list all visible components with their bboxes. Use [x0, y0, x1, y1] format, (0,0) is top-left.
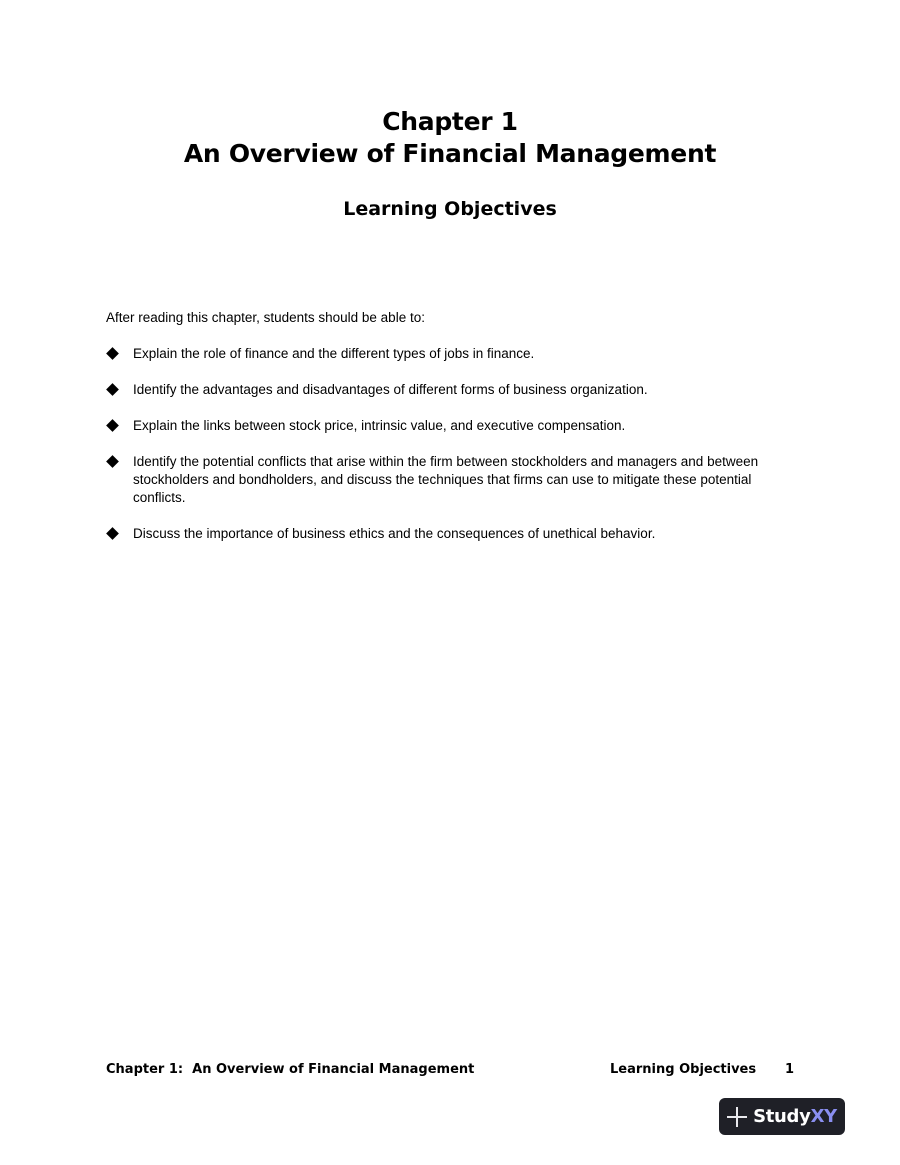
diamond-bullet-icon: [106, 383, 119, 396]
objective-text: Identify the potential conflicts that arise within the firm between stockholders and managers and between stockholders and bondholders, and discuss the techniques that firms can use to mitigate these potential conflicts.: [133, 454, 759, 505]
logo-text: [753, 1106, 837, 1127]
diamond-bullet-icon: [106, 347, 119, 360]
logo-text-accent: XY: [810, 1106, 837, 1127]
objective-text: Explain the links between stock price, intrinsic value, and executive compensation.: [133, 418, 626, 433]
objectives-list: [106, 345, 806, 561]
intro-text: After reading this chapter, students should be able to:: [106, 310, 425, 325]
page-number: 1: [785, 1062, 795, 1077]
plus-icon: [727, 1107, 747, 1127]
footer-section: Learning Objectives: [610, 1062, 757, 1077]
diamond-bullet-icon: [106, 419, 119, 432]
objective-text: Discuss the importance of business ethics and the consequences of unethical behavior.: [133, 526, 656, 541]
studyxy-logo[interactable]: [719, 1098, 845, 1135]
chapter-number: Chapter 1: [382, 107, 518, 136]
objective-text: Explain the role of finance and the different types of jobs in finance.: [133, 346, 535, 361]
list-item: [106, 453, 806, 507]
list-item: [106, 525, 806, 543]
footer-chapter-title: Chapter 1: An Overview of Financial Management: [106, 1062, 475, 1077]
logo-text-main: Study: [753, 1106, 811, 1127]
list-item: [106, 345, 806, 363]
diamond-bullet-icon: [106, 455, 119, 468]
diamond-bullet-icon: [106, 527, 119, 540]
objective-text: Identify the advantages and disadvantages of different forms of business organization.: [133, 382, 648, 397]
list-item: [106, 417, 806, 435]
list-item: [106, 381, 806, 399]
chapter-title: An Overview of Financial Management: [183, 139, 717, 168]
section-subtitle: Learning Objectives: [343, 198, 557, 220]
